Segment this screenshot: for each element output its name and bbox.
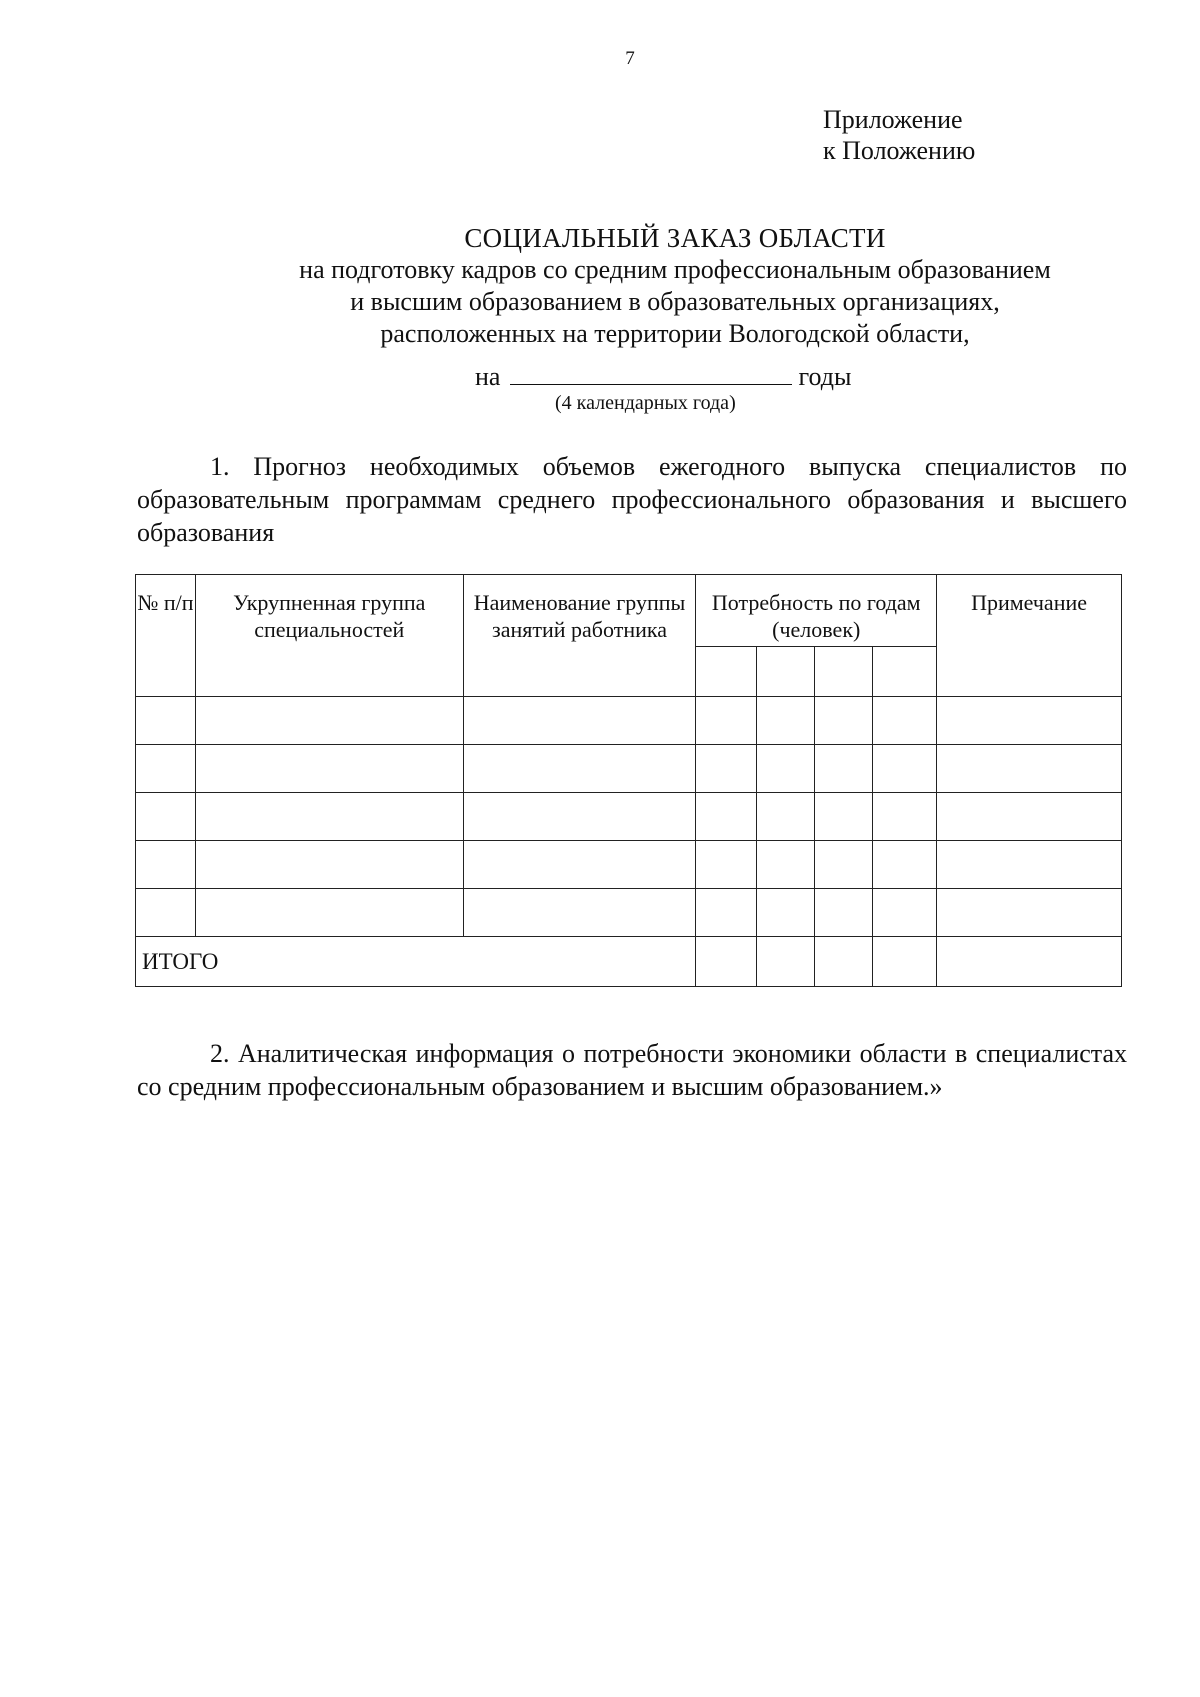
cell-num <box>136 889 196 937</box>
total-year-4 <box>873 937 937 987</box>
table-row <box>136 889 1122 937</box>
cell-num <box>136 841 196 889</box>
page-number: 7 <box>625 48 635 69</box>
forecast-table <box>135 574 1122 987</box>
cell-year-2 <box>757 745 815 793</box>
cell-year-4 <box>873 889 937 937</box>
header-year-3 <box>815 647 873 697</box>
cell-num <box>136 697 196 745</box>
cell-num <box>136 793 196 841</box>
years-prefix: на <box>475 362 501 391</box>
cell-year-3 <box>815 841 873 889</box>
title-line-3: и высшим образованием в образовательных организациях, <box>350 287 1000 316</box>
cell-year-3 <box>815 889 873 937</box>
header-group: Укрупненная группа специальностей <box>195 575 463 697</box>
cell-year-2 <box>757 889 815 937</box>
cell-year-3 <box>815 745 873 793</box>
cell-year-3 <box>815 697 873 745</box>
header-year-1 <box>696 647 757 697</box>
cell-group <box>195 889 463 937</box>
table-total-row <box>136 937 1122 987</box>
appendix-note <box>823 104 975 166</box>
title-line-2: на подготовку кадров со средним профессиональным образованием <box>299 255 1051 284</box>
section-1-text: 1. Прогноз необходимых объемов ежегодного выпуска специалистов по образовательным программам среднего профессионального образования и высшего образования <box>137 452 1127 547</box>
table-row <box>136 697 1122 745</box>
cell-year-1 <box>696 697 757 745</box>
header-need: Потребность по годам (человек) <box>696 575 937 647</box>
cell-year-4 <box>873 841 937 889</box>
header-occupation: Наименование группы занятий работника <box>463 575 696 697</box>
years-suffix: годы <box>798 362 852 391</box>
cell-group <box>195 745 463 793</box>
cell-num <box>136 745 196 793</box>
years-blank-field[interactable] <box>510 360 792 385</box>
total-year-3 <box>815 937 873 987</box>
cell-year-1 <box>696 793 757 841</box>
cell-occupation <box>463 793 696 841</box>
cell-year-2 <box>757 697 815 745</box>
cell-occupation <box>463 745 696 793</box>
header-num: № п/п <box>136 575 196 697</box>
title-line-4: расположенных на территории Вологодской области, <box>380 319 970 348</box>
cell-year-2 <box>757 793 815 841</box>
cell-year-1 <box>696 889 757 937</box>
cell-year-1 <box>696 745 757 793</box>
cell-occupation <box>463 889 696 937</box>
cell-year-3 <box>815 793 873 841</box>
years-line <box>475 360 851 393</box>
title-main: СОЦИАЛЬНЫЙ ЗАКАЗ ОБЛАСТИ <box>464 223 886 253</box>
table-row <box>136 793 1122 841</box>
cell-year-2 <box>757 841 815 889</box>
cell-year-4 <box>873 745 937 793</box>
cell-occupation <box>463 697 696 745</box>
appendix-line-1: Приложение <box>823 105 963 134</box>
table-row <box>136 745 1122 793</box>
document-title <box>200 222 1150 350</box>
years-hint: (4 календарных года) <box>555 392 736 414</box>
total-year-2 <box>757 937 815 987</box>
cell-note <box>937 889 1122 937</box>
section-2-text: 2. Аналитическая информация о потребности экономики области в специалистах со средним профессиональным образованием и высшим образованием.» <box>137 1039 1127 1101</box>
cell-note <box>937 841 1122 889</box>
cell-group <box>195 793 463 841</box>
header-year-2 <box>757 647 815 697</box>
appendix-line-2: к Положению <box>823 136 976 165</box>
cell-occupation <box>463 841 696 889</box>
cell-note <box>937 745 1122 793</box>
cell-group <box>195 841 463 889</box>
total-label: ИТОГО <box>136 937 696 987</box>
table-header-row <box>136 575 1122 647</box>
header-note: Примечание <box>937 575 1122 697</box>
cell-note <box>937 697 1122 745</box>
cell-year-4 <box>873 793 937 841</box>
total-year-1 <box>696 937 757 987</box>
cell-year-4 <box>873 697 937 745</box>
header-year-4 <box>873 647 937 697</box>
cell-note <box>937 793 1122 841</box>
cell-year-1 <box>696 841 757 889</box>
table-row <box>136 841 1122 889</box>
cell-group <box>195 697 463 745</box>
total-note <box>937 937 1122 987</box>
